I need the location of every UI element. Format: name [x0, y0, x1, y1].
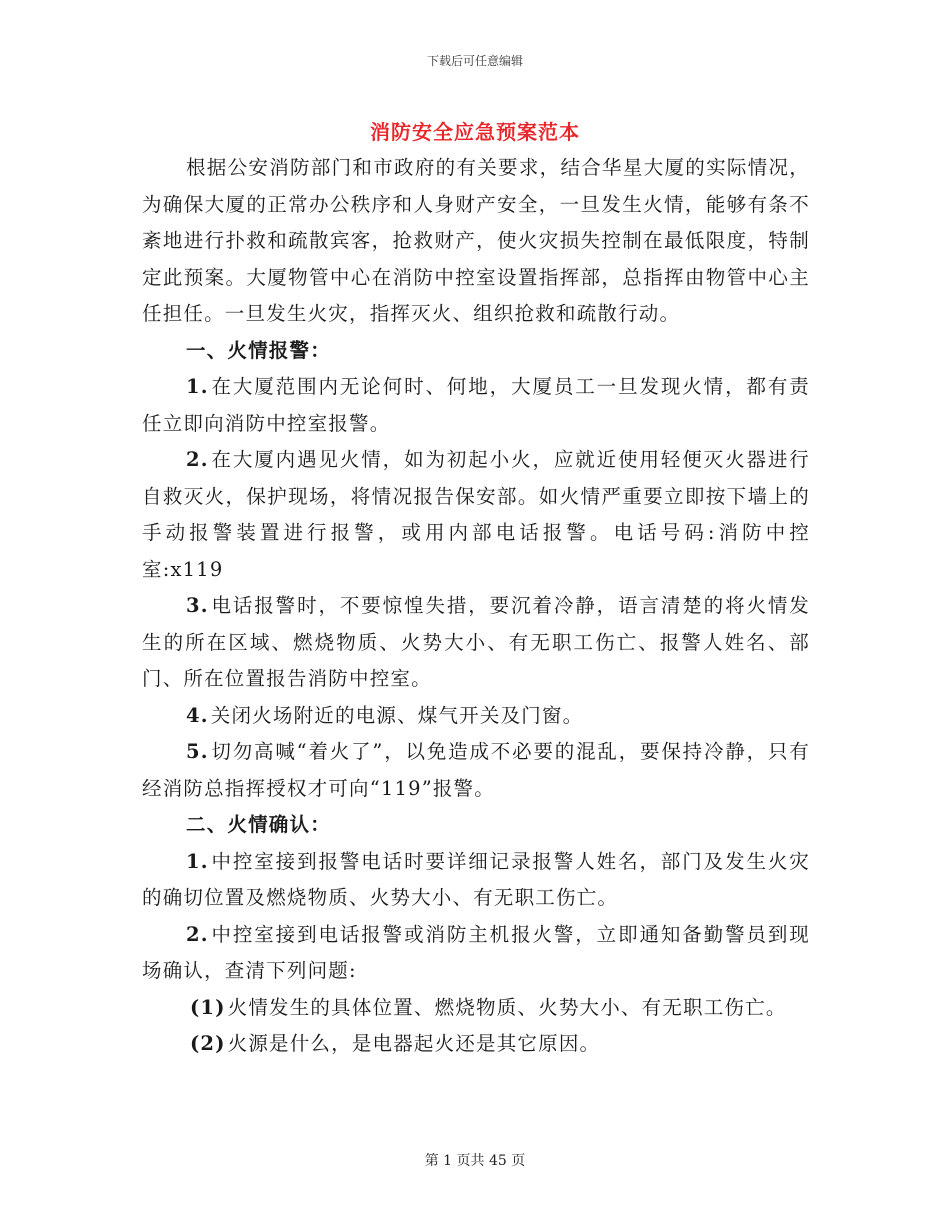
item-number: (2) [190, 1032, 226, 1055]
section-heading-fire-confirm: 二、火情确认： [186, 813, 331, 836]
header-note: 下载后可任意编辑 [426, 54, 523, 68]
item-text: 火情发生的具体位置、燃烧物质、火势大小、有无职工伤亡。 [227, 995, 787, 1019]
sub-list-item [142, 1026, 810, 1063]
item-number: 4. [186, 703, 209, 727]
item-text: 关闭火场附近的电源、煤气开关及门窗。 [210, 703, 584, 727]
item-number: 1. [186, 375, 209, 398]
item-number: 5. [186, 740, 209, 763]
item-text: 切勿高喊“着火了”，以免造成不必要的混乱，要保持冷静，只有经消防总指挥授权才可向“119”报警。 [142, 740, 810, 800]
list-item [142, 698, 810, 735]
section-heading-fire-alarm: 一、火情报警： [186, 338, 331, 362]
item-text: 中控室接到电话报警或消防主机报火警，立即通知备勤警员到现场确认，查清下列问题: [142, 922, 810, 982]
item-text: 在大厦内遇见火情，如为初起小火，应就近使用轻便灭火器进行自救灭火，保护现场，将情况报告保安部。如火情严重要立即按下墙上的手动报警装置进行报警，或用内部电话报警。电话号码:消防中控室:x119 [142, 448, 810, 581]
intro-paragraph: 根据公安消防部门和市政府的有关要求，结合华星大厦的实际情况，为确保大厦的正常办公秩序和人身财产安全，一旦发生火情，能够有条不紊地进行扑救和疏散宾客，抢救财产，使火灾损失控制在最低限度，特制定此预案。大厦物管中心在消防中控室设置指挥部，总指挥由物管中心主任担任。一旦发生火灾，指挥灭火、组织抢救和疏散行动。 [142, 156, 810, 325]
list-item [142, 917, 810, 990]
document-title: 消防安全应急预案范本 [370, 120, 580, 144]
item-text: 火源是什么，是电器起火还是其它原因。 [227, 1032, 601, 1055]
list-item [142, 369, 810, 442]
item-text: 在大厦范围内无论何时、何地，大厦员工一旦发现火情，都有责任立即向消防中控室报警。 [142, 375, 810, 435]
list-item [142, 588, 810, 698]
item-number: 2. [186, 448, 209, 471]
list-item [142, 442, 810, 588]
item-number: 3. [186, 594, 209, 617]
item-number: (1) [190, 995, 226, 1019]
document-body [142, 150, 810, 1063]
list-item [142, 734, 810, 807]
item-number: 2. [186, 922, 209, 946]
sub-list-item [142, 990, 810, 1027]
item-number: 1. [186, 849, 209, 873]
item-text: 电话报警时，不要惊惶失措，要沉着冷静，语言清楚的将火情发生的所在区域、燃烧物质、火势大小、有无职工伤亡、报警人姓名、部门、所在位置报告消防中控室。 [142, 594, 810, 690]
list-item [142, 844, 810, 917]
page-footer: 第 1 页共 45 页 [424, 1153, 526, 1169]
item-text: 中控室接到报警电话时要详细记录报警人姓名，部门及发生火灾的确切位置及燃烧物质、火势大小、有无职工伤亡。 [142, 849, 810, 909]
